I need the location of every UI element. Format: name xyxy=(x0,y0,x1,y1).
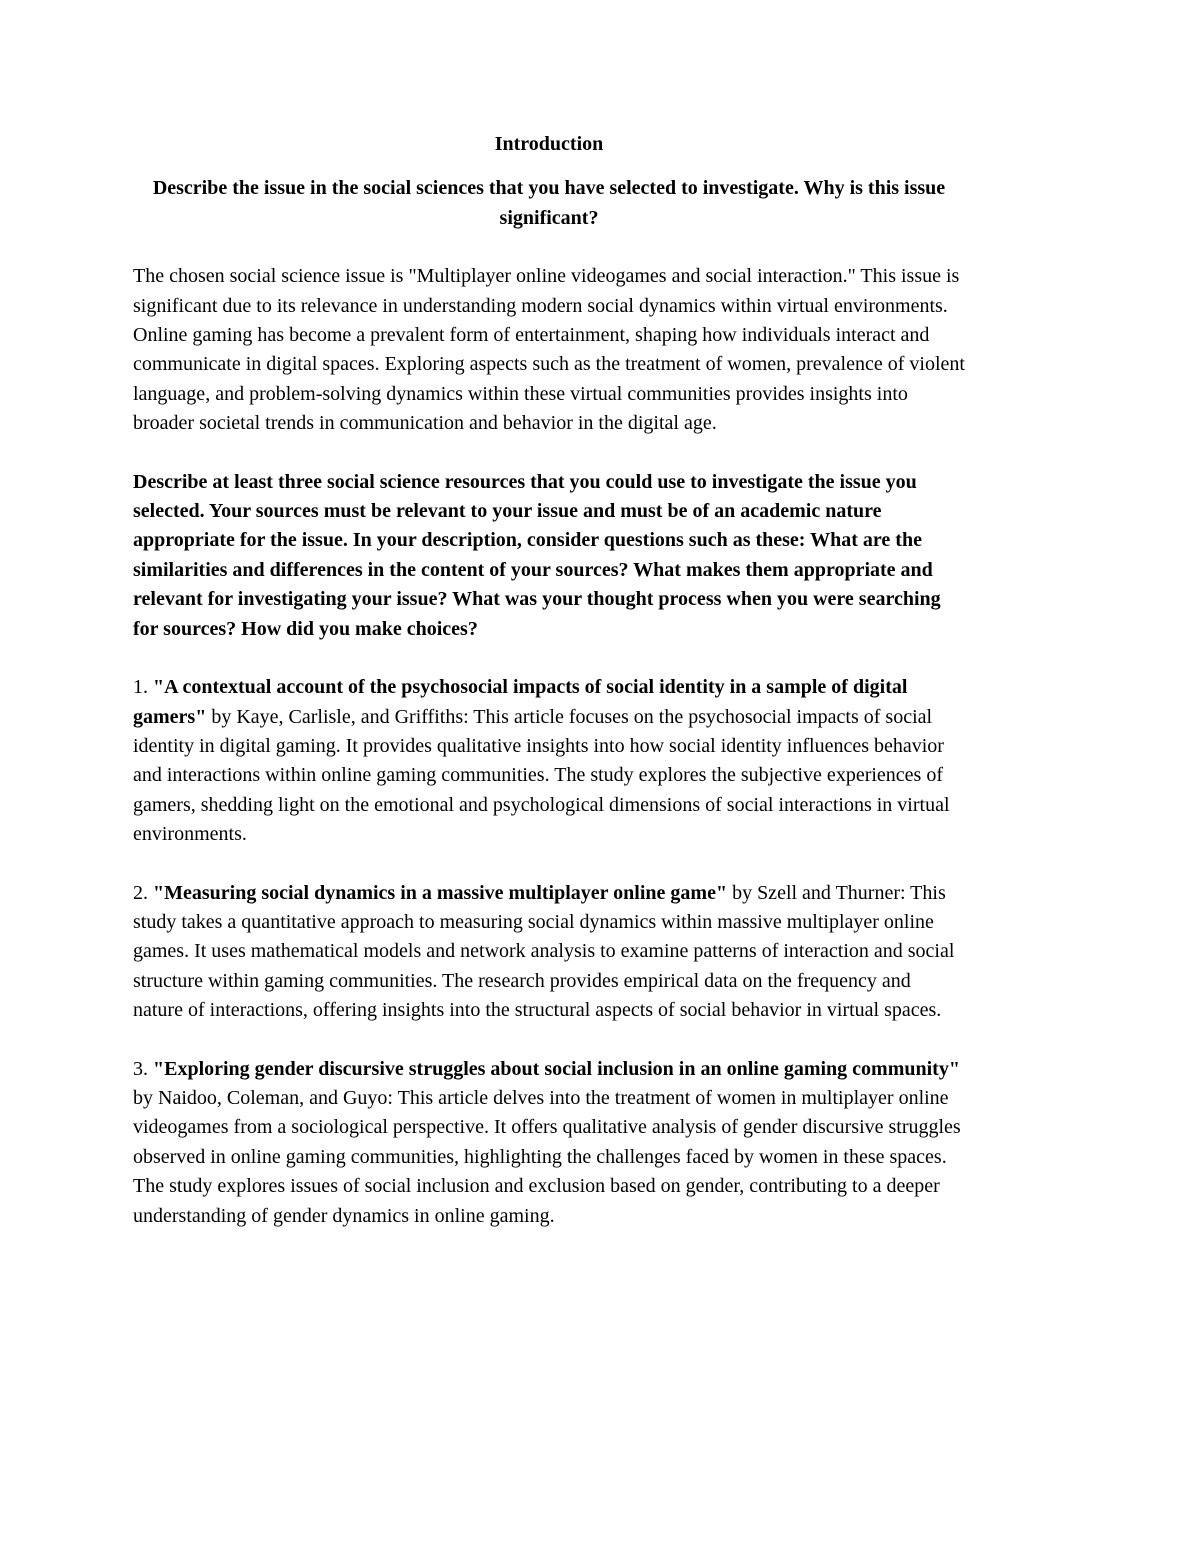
source-title: "Exploring gender discursive struggles about social inclusion in an online gaming community" xyxy=(153,1057,960,1080)
source-item-3 xyxy=(133,1055,965,1231)
question-resources: Describe at least three social science resources that you could use to investigate the issue you selected. Your sources must be relevant to your issue and must be of an academic nature appropriate for the issue. In your description, consider questions such as these: What are the similarities and differences in the content of your sources? What makes them appropriate and relevant for investigating your issue? What was your thought process when you were searching for sources? How did you make choices? xyxy=(133,470,941,640)
source-description: by Kaye, Carlisle, and Griffiths: This article focuses on the psychosocial impacts of social identity in digital gaming. It provides qualitative insights into how social identity influences behavior and interactions within online gaming communities. The study explores the subjective experiences of gamers, shedding light on the emotional and psychological dimensions of social interactions in virtual environments. xyxy=(133,705,950,846)
page-title: Introduction xyxy=(494,133,604,155)
source-title: "A contextual account of the psychosocial impacts of social identity in a sample of digital gamers" xyxy=(133,676,908,728)
source-description: by Szell and Thurner: This study takes a quantitative approach to measuring social dynamics within massive multiplayer online games. It uses mathematical models and network analysis to examine patterns of interaction and social structure within gaming communities. The research provides empirical data on the frequency and nature of interactions, offering insights into the structural aspects of social behavior in virtual spaces. xyxy=(133,881,955,1022)
source-item-1 xyxy=(133,673,965,849)
source-item-2 xyxy=(133,879,965,1026)
source-description: by Naidoo, Coleman, and Guyo: This article delves into the treatment of women in multiplayer online videogames from a sociological perspective. It offers qualitative analysis of gender discursive struggles observed in online gaming communities, highlighting the challenges faced by women in these spaces. The study explores issues of social inclusion and exclusion based on gender, contributing to a deeper understanding of gender dynamics in online gaming. xyxy=(133,1086,961,1227)
question-significance: Describe the issue in the social sciences that you have selected to investigate. Why is this issue significant? xyxy=(152,177,946,229)
source-number: 1. xyxy=(133,676,153,699)
answer-significance: The chosen social science issue is "Multiplayer online videogames and social interaction." This issue is significant due to its relevance in understanding modern social dynamics within virtual environments. Online gaming has become a prevalent form of entertainment, shaping how individuals interact and communicate in digital spaces. Exploring aspects such as the treatment of women, prevalence of violent language, and problem-solving dynamics within these virtual communities provides insights into broader societal trends in communication and behavior in the digital age. xyxy=(133,265,965,435)
source-title: "Measuring social dynamics in a massive multiplayer online game" xyxy=(153,881,728,904)
source-number: 2. xyxy=(133,881,153,904)
document-page xyxy=(133,130,965,1260)
source-number: 3. xyxy=(133,1057,153,1080)
